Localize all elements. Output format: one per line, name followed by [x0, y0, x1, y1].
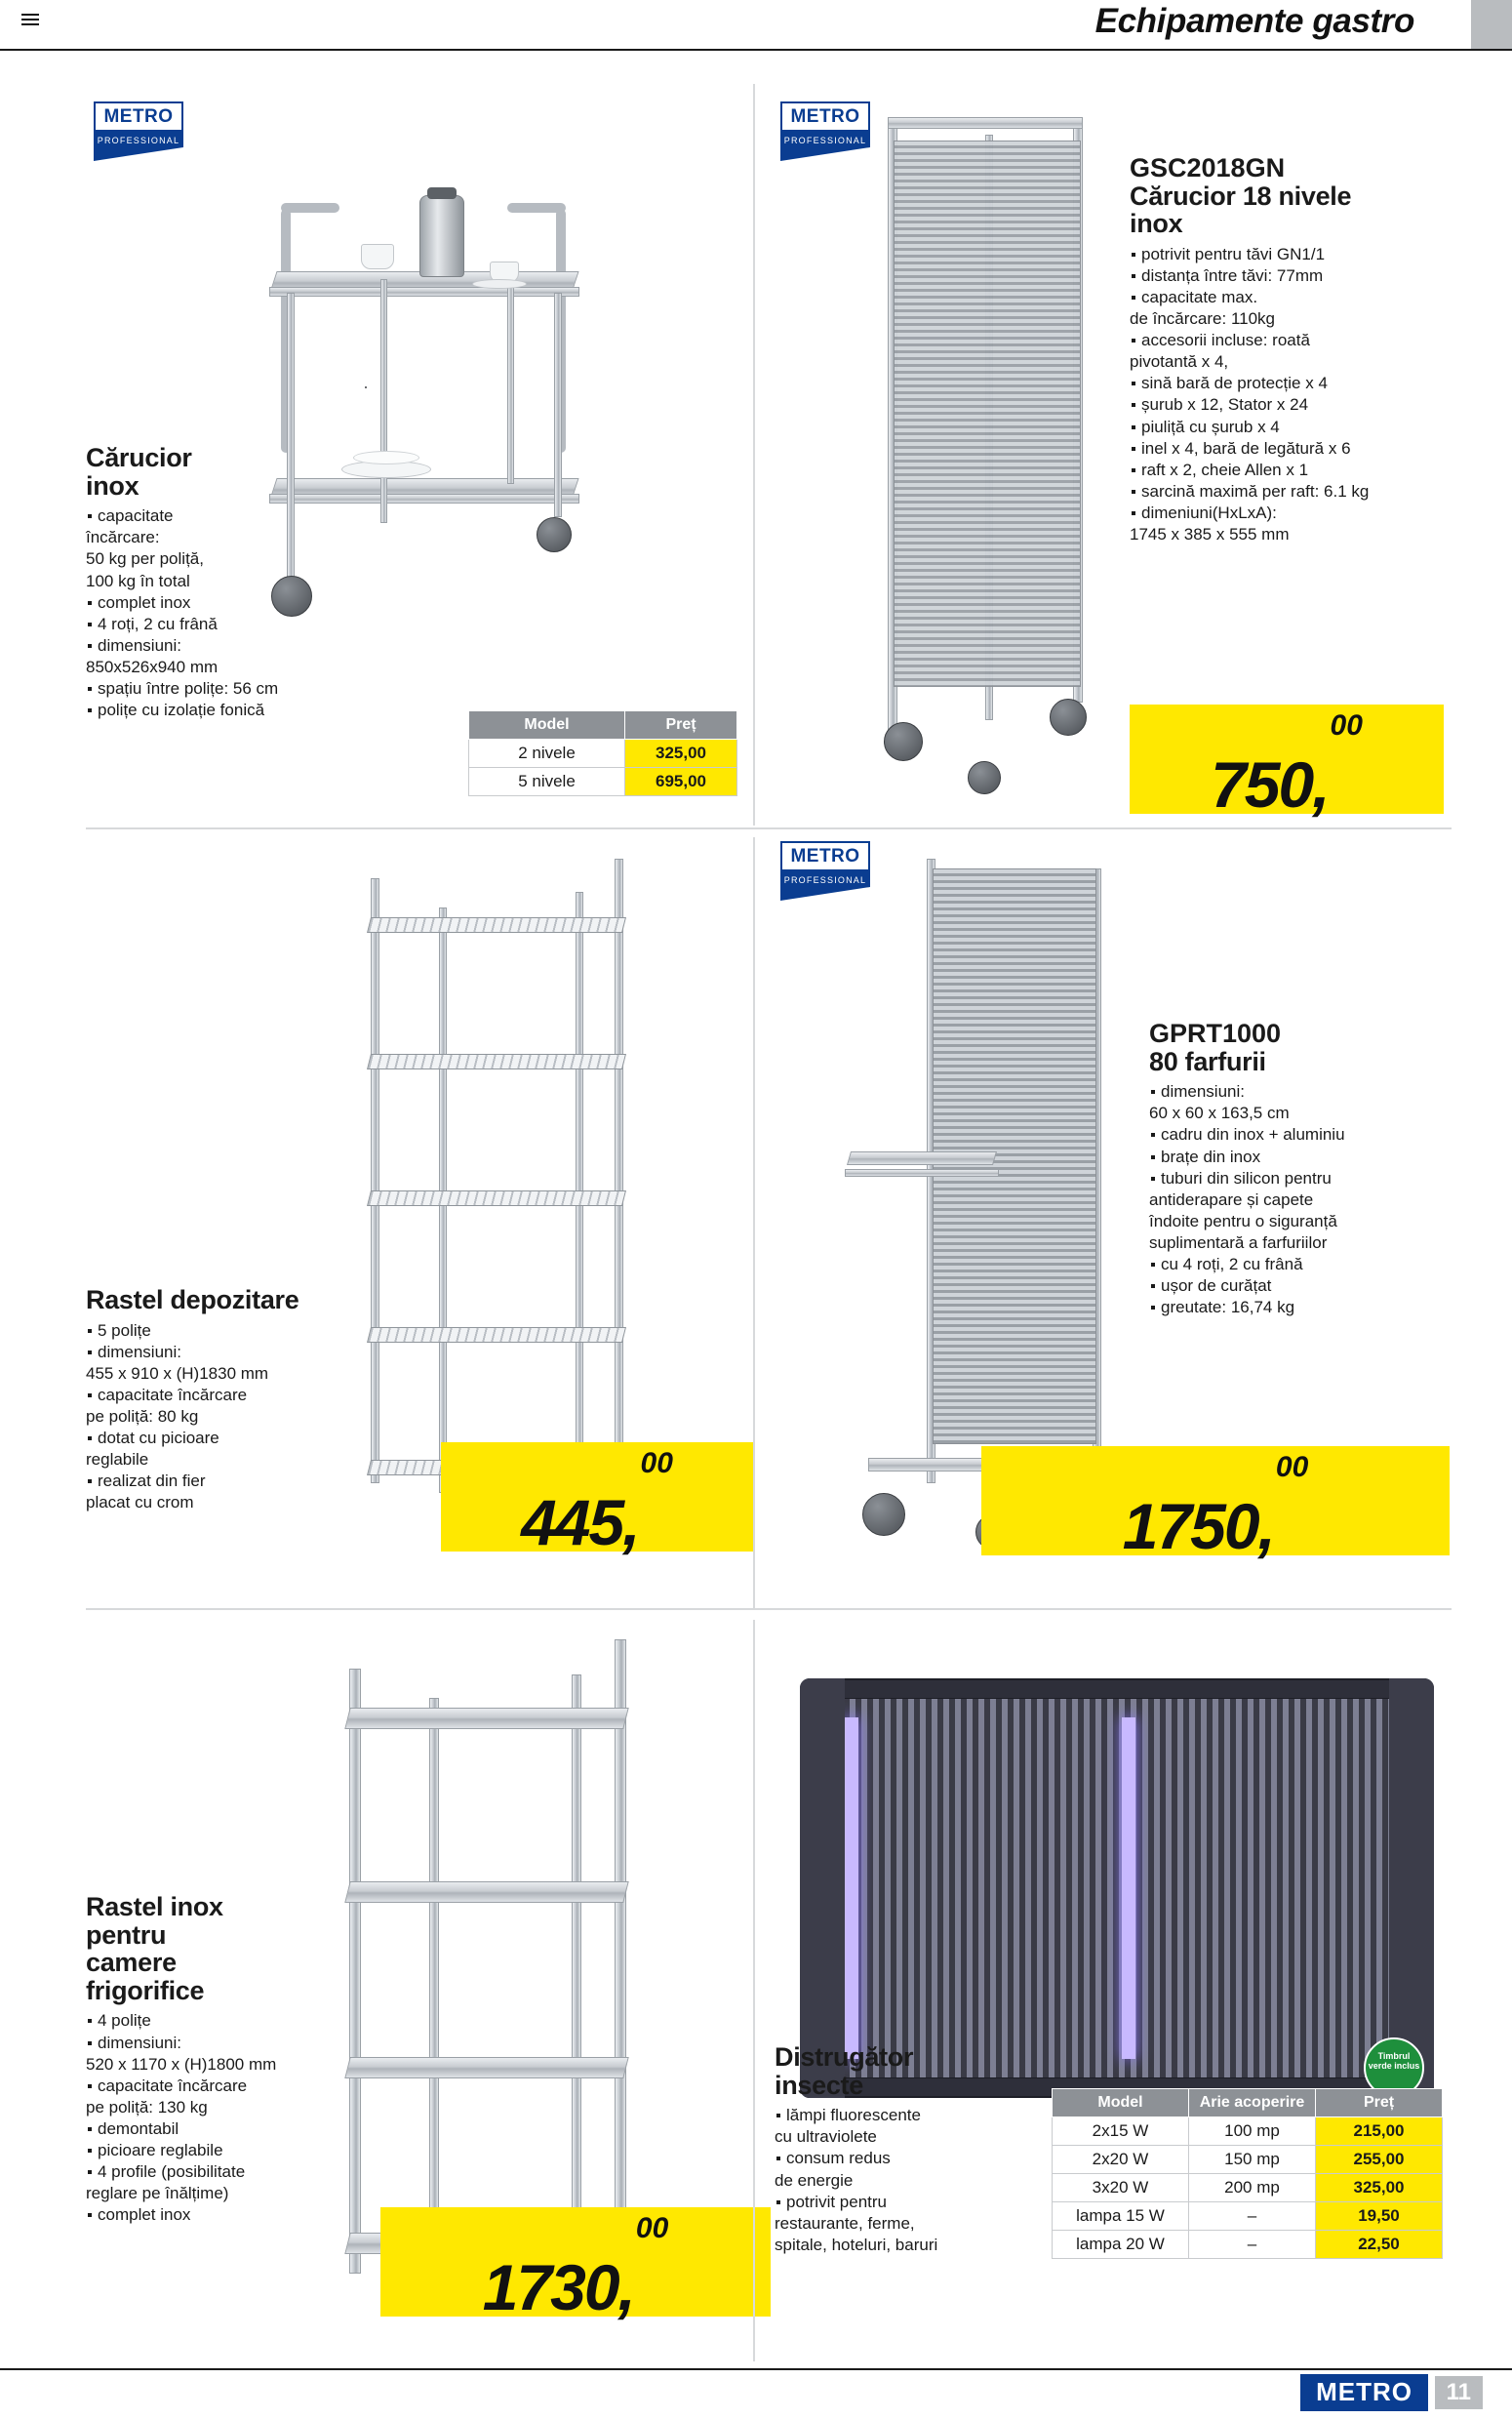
- price-decimals: 00: [1275, 1451, 1309, 1483]
- product-title: Rastel depozitare: [86, 1285, 299, 1314]
- cell-area: –: [1189, 2202, 1316, 2231]
- table: [468, 710, 737, 796]
- metro-logo-wordmark: METRO: [780, 841, 870, 871]
- hamburger-icon[interactable]: [21, 14, 39, 27]
- table-header-row: [1053, 2089, 1443, 2117]
- price-comma: ,: [617, 2250, 636, 2323]
- cell-price: 695,00: [625, 768, 737, 796]
- product-specs: 4 polițe dimensiuni: 520 x 1170 x (H)1800 mm capacitate încărcare pe poliță: 130 kg demontabil picioare reglabile 4 profile (posibilitate reglare pe înălțime) complet inox: [86, 2010, 369, 2226]
- metro-logo-professional: PROFESSIONAL: [780, 132, 870, 161]
- product-title: 80 farfurii: [1149, 1046, 1266, 1076]
- product-code: GPRT1000: [1149, 1019, 1282, 1048]
- column-divider: [753, 837, 755, 1608]
- product-image-distrugator-insecte: [800, 1678, 1434, 2098]
- cell-area: 200 mp: [1189, 2174, 1316, 2202]
- product-title: Distrugător insecte: [775, 2042, 914, 2100]
- price-gprt1000: [981, 1446, 1450, 1562]
- metro-logo-wordmark: METRO: [780, 101, 870, 132]
- product-title: Cărucior inox: [86, 443, 192, 501]
- table-row: [469, 740, 737, 768]
- price-integer: 1730: [482, 2250, 618, 2323]
- price-rastel-inox: [380, 2207, 771, 2323]
- table-row: [1053, 2202, 1443, 2231]
- cell-price: 325,00: [625, 740, 737, 768]
- cell-model: 2 nivele: [469, 740, 625, 768]
- page-title: Echipamente gastro: [1094, 2, 1414, 40]
- price-comma: ,: [622, 1485, 641, 1558]
- cell-price: 215,00: [1316, 2117, 1443, 2146]
- table: [1052, 2088, 1443, 2259]
- cell-price: 325,00: [1316, 2174, 1443, 2202]
- product-specs: lămpi fluorescente cu ultraviolete consum redus de energie potrivit pentru restaurante, ferme, spitale, hoteluri, baruri: [775, 2105, 1009, 2256]
- col-area: Arie acoperire: [1189, 2089, 1316, 2117]
- table-row: [1053, 2174, 1443, 2202]
- price-decimals: 00: [1330, 709, 1363, 742]
- price-comma: ,: [1257, 1489, 1276, 1562]
- column-divider: [753, 1620, 755, 2361]
- page-footer: [0, 2368, 1512, 2419]
- col-price: Preț: [625, 711, 737, 740]
- cell-model: lampa 20 W: [1053, 2231, 1189, 2259]
- product-specs: potrivit pentru tăvi GN1/1 distanța între tăvi: 77mm capacitate max. de încărcare: 110kg accesorii incluse: roată pivotantă x 4, sină bară de protecție x 4 șurub x 12, Stator x 24 piuliță cu șurub x 4 inel x 4, bară de legătură x 6 raft x 2, cheie Allen x 1 sarcină maximă per raft: 6.1 kg dimeniuni(HxLxA): 1745 x 385 x 555 mm: [1130, 244, 1403, 545]
- metro-logo-professional: PROFESSIONAL: [780, 871, 870, 901]
- price-gsc2018gn: [1130, 705, 1444, 821]
- table-row: [1053, 2117, 1443, 2146]
- metro-logo-wordmark: METRO: [94, 101, 183, 132]
- col-model: Model: [469, 711, 625, 740]
- table-row: [1053, 2231, 1443, 2259]
- cell-price: 19,50: [1316, 2202, 1443, 2231]
- cell-model: 2x15 W: [1053, 2117, 1189, 2146]
- cell-model: 5 nivele: [469, 768, 625, 796]
- header-corner-block: [1471, 0, 1512, 49]
- price-integer: 445: [521, 1485, 623, 1558]
- section-divider: [86, 1608, 1452, 1610]
- price-integer: 1750: [1122, 1489, 1258, 1562]
- cell-model: 2x20 W: [1053, 2146, 1189, 2174]
- price-table-distrugator: [1052, 2088, 1443, 2259]
- cell-area: 100 mp: [1189, 2117, 1316, 2146]
- header-divider: [0, 49, 1512, 51]
- cell-area: 150 mp: [1189, 2146, 1316, 2174]
- badge-label: Timbrul verde inclus: [1368, 2051, 1420, 2072]
- cell-price: 22,50: [1316, 2231, 1443, 2259]
- product-gsc2018gn: [1130, 154, 1403, 545]
- cell-area: –: [1189, 2231, 1316, 2259]
- cell-model: lampa 15 W: [1053, 2202, 1189, 2231]
- table-row: [469, 768, 737, 796]
- footer-metro-logo: METRO: [1300, 2374, 1428, 2411]
- price-integer: 750: [1211, 747, 1313, 821]
- price-comma: ,: [1312, 747, 1331, 821]
- page-header: [0, 0, 1512, 51]
- metro-logo: [780, 101, 870, 161]
- table-header-row: [469, 711, 737, 740]
- column-divider: [753, 84, 755, 826]
- metro-logo-professional: PROFESSIONAL: [94, 132, 183, 161]
- table-row: [1053, 2146, 1443, 2174]
- price-decimals: 00: [635, 2212, 669, 2244]
- page-number: 11: [1435, 2376, 1483, 2409]
- col-model: Model: [1053, 2089, 1189, 2117]
- product-title: Rastel inox pentru camere frigorifice: [86, 1892, 223, 2005]
- product-title: Cărucior 18 nivele inox: [1130, 181, 1352, 239]
- cell-model: 3x20 W: [1053, 2174, 1189, 2202]
- metro-logo: [94, 101, 183, 161]
- price-decimals: 00: [640, 1447, 673, 1479]
- product-image-gsc2018gn: [878, 117, 1161, 800]
- product-distrugator-insecte: [775, 2043, 1009, 2256]
- product-specs: capacitate încărcare: 50 kg per poliță, 100 kg în total complet inox 4 roți, 2 cu frână dimensiuni: 850x526x940 mm spațiu între polițe: 56 cm polițe cu izolație fonică: [86, 505, 330, 721]
- section-divider: [86, 827, 1452, 829]
- product-specs: 5 polițe dimensiuni: 455 x 910 x (H)1830 mm capacitate încărcare pe poliță: 80 kg dotat cu picioare reglabile realizat din fier placat cu crom: [86, 1320, 378, 1514]
- price-table-carucior-inox: [468, 710, 737, 796]
- product-specs: dimensiuni: 60 x 60 x 163,5 cm cadru din inox + aluminiu brațe din inox tuburi din silicon pentru antiderapare și capete îndoite pentru o siguranță suplimentară a farfuriilor cu 4 roți, 2 cu frână ușor de curățat greutate: 16,74 kg: [1149, 1081, 1432, 1318]
- cell-price: 255,00: [1316, 2146, 1443, 2174]
- product-gprt1000: [1149, 1020, 1432, 1318]
- price-rastel-depozitare: [441, 1442, 753, 1558]
- product-image-rastel-depozitare: [351, 859, 683, 1542]
- col-price: Preț: [1316, 2089, 1443, 2117]
- product-image-carucior-inox: [263, 185, 683, 732]
- product-code: GSC2018GN: [1130, 153, 1286, 182]
- product-rastel-depozitare: [86, 1286, 378, 1513]
- product-rastel-inox-frigorifice: [86, 1893, 369, 2226]
